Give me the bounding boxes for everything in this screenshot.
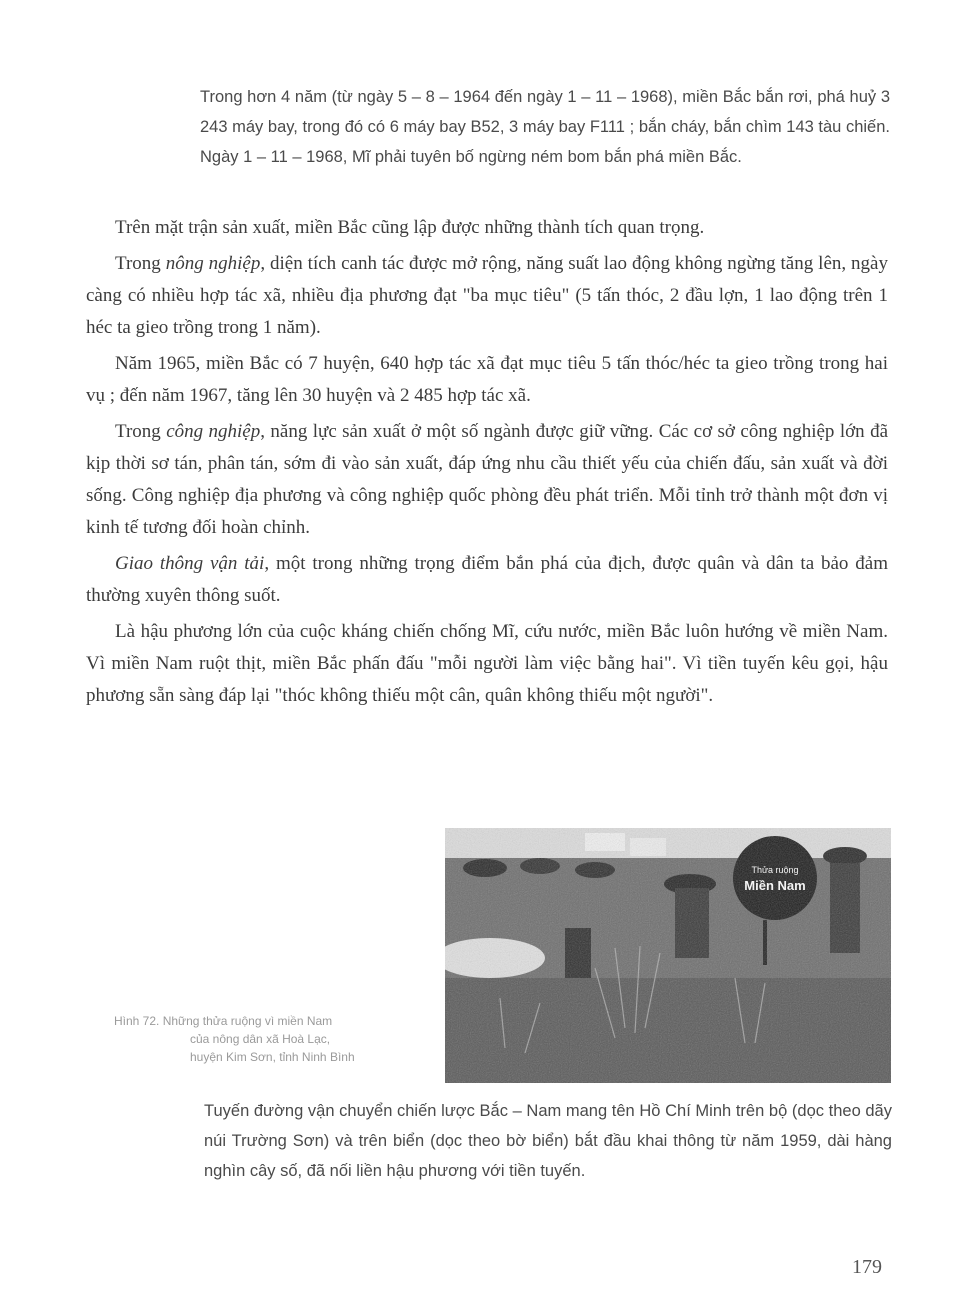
paragraph-text: Trong (115, 421, 167, 442)
italic-term: nông nghiệp (165, 253, 261, 274)
paragraph-text: Là hậu phương lớn của cuộc kháng chiến chống Mĩ, cứu nước, miền Bắc luôn hướng về miền Nam. Vì miền Nam ruột thịt, miền Bắc phấn đấu "mỗi người làm việc bằng hai". Vì tiền tuyến kêu gọi, hậu phương sẵn sàng đáp lại "thóc không thiếu một cân, quân không thiếu một người". (86, 621, 888, 706)
note-top-text (200, 82, 890, 172)
note-bottom-line: phương với tiền tuyến. (418, 1162, 586, 1180)
note-bottom-line: đầu khai thông từ năm 1959, dài hàng nghìn cây số, đã nối liền hậu (204, 1132, 892, 1180)
main-body-text (86, 212, 888, 716)
note-top-line: ngừng ném bom bắn phá miền Bắc. (478, 148, 742, 166)
figure-photo (445, 828, 891, 1083)
note-box-top (200, 82, 890, 172)
note-top-line: bắn cháy, bắn chìm 143 tàu chiến. Ngày 1 – 11 – 1968, Mĩ phải tuyên bố (200, 118, 890, 166)
caption-line: của nông dân xã Hoà Lạc, (190, 1032, 331, 1046)
note-bottom-line: trên bộ (dọc theo dãy núi Trường Sơn) và trên biển (dọc theo bờ biển) bắt (204, 1102, 892, 1150)
paragraph-text: , năng lực sản xuất ở một số ngành được giữ vững. Các cơ sở công nghiệp lớn đã kịp thời sơ tán, phân tán, sớm đi vào sản xuất, đáp ứng nhu cầu thiết yếu của chiến đấu, sản xuất và đời sống. Công nghiệp địa phương và công nghiệp quốc phòng đều phát triển. Mỗi tỉnh trở thành một đơn vị kinh tế tương đối hoàn chỉnh. (86, 421, 889, 538)
paragraph-transport (86, 548, 888, 612)
paragraph-industry (86, 416, 888, 544)
photo-illustration (445, 828, 891, 1083)
sign-text-main: Miền Nam (744, 878, 806, 893)
note-bottom-line: Tuyến đường vận chuyển chiến lược Bắc – Nam mang tên Hồ Chí Minh (204, 1102, 732, 1120)
note-top-line: bắn rơi, phá huỷ 3 243 máy bay, trong đó có 6 máy bay B52, 3 máy bay F111 ; (200, 88, 890, 136)
sign-text-top: Thửa ruộng (751, 865, 799, 875)
note-box-bottom (204, 1096, 892, 1186)
paragraph-text: , diện tích canh tác được mở rộng, năng suất lao động không ngừng tăng lên, ngày càng có nhiều hợp tác xã, nhiều địa phương đạt "ba mục tiêu" (5 tấn thóc, 2 đầu lợn, 1 lao động trên 1 héc ta gieo trồng trong 1 năm). (86, 253, 888, 338)
caption-line: Hình 72. Những thửa ruộng vì miền Nam (114, 1014, 333, 1028)
note-top-line: Trong hơn 4 năm (từ ngày 5 – 8 – 1964 đến ngày 1 – 11 – 1968), miền Bắc (200, 88, 752, 106)
paragraph-text: Trên mặt trận sản xuất, miền Bắc cũng lập được những thành tích quan trọng. (115, 217, 705, 238)
italic-term: công nghiệp (166, 421, 261, 442)
paragraph-text: Trong (115, 253, 166, 274)
page-number: 179 (852, 1256, 882, 1278)
italic-term: Giao thông vận tải (115, 553, 265, 574)
paragraph-rear-base (86, 616, 888, 712)
figure-caption (114, 1012, 444, 1066)
paragraph-production (86, 212, 888, 244)
paragraph-text: Năm 1965, miền Bắc có 7 huyện, 640 hợp tác xã đạt mục tiêu 5 tấn thóc/héc ta gieo trồng trong hai vụ ; đến năm 1967, tăng lên 30 huyện và 2 485 hợp tác xã. (86, 353, 888, 406)
paragraph-agriculture (86, 248, 888, 344)
paragraph-text: , một trong những trọng điểm bắn phá của địch, được quân và dân ta bảo đảm thường xuyên thông suốt. (86, 553, 888, 606)
note-bottom-text (204, 1096, 892, 1186)
caption-line: huyện Kim Sơn, tỉnh Ninh Bình (190, 1050, 355, 1064)
paragraph-cooperatives (86, 348, 888, 412)
